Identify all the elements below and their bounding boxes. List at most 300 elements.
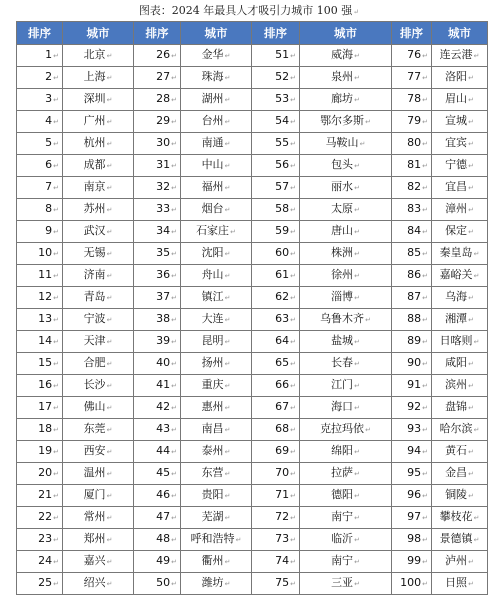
table-row [17, 529, 488, 551]
city-cell [63, 419, 134, 441]
rank-value: 37 [156, 290, 171, 303]
rank-value: 28 [156, 92, 171, 105]
paragraph-mark: ↵ [224, 492, 231, 500]
rank-cell [134, 89, 181, 111]
rank-value: 11 [38, 268, 53, 281]
paragraph-mark: ↵ [422, 316, 428, 324]
rank-cell [134, 67, 181, 89]
city-name: 芜湖 [201, 510, 224, 523]
table-row [17, 419, 488, 441]
city-cell [181, 441, 252, 463]
rank-cell [17, 507, 63, 529]
rank-cell [134, 441, 181, 463]
city-cell [432, 573, 488, 595]
paragraph-mark: ↵ [468, 470, 474, 478]
city-name: 哈尔滨 [439, 422, 473, 435]
rank-cell [252, 133, 300, 155]
rank-value: 79 [407, 114, 422, 127]
city-name: 南京 [83, 180, 106, 193]
paragraph-mark: ↵ [422, 580, 428, 588]
rank-cell [392, 573, 432, 595]
city-cell [181, 331, 252, 353]
city-name: 黄石 [445, 444, 468, 457]
paragraph-mark: ↵ [468, 96, 474, 104]
city-name: 宜昌 [445, 180, 468, 193]
city-name: 贵阳 [201, 488, 224, 501]
paragraph-mark: ↵ [171, 228, 177, 236]
city-cell [63, 375, 134, 397]
rank-cell [17, 529, 63, 551]
table-row [17, 441, 488, 463]
rank-value: 26 [156, 48, 171, 61]
city-cell [181, 507, 252, 529]
paragraph-mark: ↵ [353, 8, 360, 16]
rank-value: 35 [156, 246, 171, 259]
paragraph-mark: ↵ [468, 228, 474, 236]
city-name: 克拉玛依 [320, 422, 365, 435]
city-cell [300, 199, 392, 221]
paragraph-mark: ↵ [171, 580, 177, 588]
city-cell [300, 309, 392, 331]
city-name: 扬州 [201, 356, 224, 369]
city-cell [181, 265, 252, 287]
city-name: 长春 [331, 356, 354, 369]
city-name: 大连 [201, 312, 224, 325]
rank-value: 96 [407, 488, 422, 501]
city-name: 洛阳 [445, 70, 468, 83]
city-name: 西安 [83, 444, 106, 457]
city-cell [181, 111, 252, 133]
rank-cell [392, 155, 432, 177]
paragraph-mark: ↵ [53, 294, 59, 302]
paragraph-mark: ↵ [354, 448, 360, 456]
rank-value: 99 [407, 554, 422, 567]
paragraph-mark: ↵ [53, 118, 59, 126]
rank-cell [134, 331, 181, 353]
rank-cell [392, 375, 432, 397]
city-name: 潍坊 [201, 576, 224, 589]
rank-value: 77 [407, 70, 422, 83]
table-row [17, 309, 488, 331]
table-header-row [17, 22, 488, 45]
city-name: 咸阳 [445, 356, 468, 369]
rank-value: 90 [407, 356, 422, 369]
city-cell [181, 243, 252, 265]
paragraph-mark: ↵ [473, 514, 480, 522]
paragraph-mark: ↵ [224, 514, 231, 522]
city-cell [300, 573, 392, 595]
rank-value: 81 [407, 158, 422, 171]
rank-value: 4 [45, 114, 53, 127]
paragraph-mark: ↵ [290, 140, 296, 148]
city-name: 沈阳 [201, 246, 224, 259]
header-city: 城市 [300, 22, 392, 45]
rank-value: 16 [38, 378, 53, 391]
city-name: 惠州 [201, 400, 224, 413]
city-name: 日喀则 [439, 334, 473, 347]
table-row [17, 155, 488, 177]
rank-value: 75 [275, 576, 290, 589]
paragraph-mark: ↵ [422, 118, 428, 126]
paragraph-mark: ↵ [224, 558, 231, 566]
city-cell [432, 199, 488, 221]
rank-cell [17, 309, 63, 331]
rank-cell [392, 485, 432, 507]
rank-value: 53 [275, 92, 290, 105]
paragraph-mark: ↵ [106, 470, 113, 478]
rank-value: 100 [400, 576, 422, 589]
rank-value: 47 [156, 510, 171, 523]
paragraph-mark: ↵ [106, 492, 113, 500]
rank-value: 78 [407, 92, 422, 105]
city-name: 漳州 [445, 202, 468, 215]
paragraph-mark: ↵ [354, 96, 360, 104]
city-name: 湖州 [201, 92, 224, 105]
paragraph-mark: ↵ [290, 426, 296, 434]
city-name: 杭州 [83, 136, 106, 149]
city-cell [181, 551, 252, 573]
city-cell [432, 67, 488, 89]
paragraph-mark: ↵ [468, 206, 474, 214]
paragraph-mark: ↵ [53, 184, 59, 192]
paragraph-mark: ↵ [354, 404, 360, 412]
paragraph-mark: ↵ [468, 404, 474, 412]
paragraph-mark: ↵ [106, 162, 113, 170]
rank-cell [392, 265, 432, 287]
rank-value: 72 [275, 510, 290, 523]
paragraph-mark: ↵ [171, 426, 177, 434]
rank-value: 23 [38, 532, 53, 545]
rank-value: 89 [407, 334, 422, 347]
rank-cell [392, 45, 432, 67]
rank-value: 48 [156, 532, 171, 545]
rank-value: 80 [407, 136, 422, 149]
rank-value: 83 [407, 202, 422, 215]
rank-value: 65 [275, 356, 290, 369]
city-cell [300, 507, 392, 529]
rank-value: 91 [407, 378, 422, 391]
paragraph-mark: ↵ [422, 514, 428, 522]
city-cell [432, 89, 488, 111]
rank-cell [17, 221, 63, 243]
city-name: 长沙 [83, 378, 106, 391]
rank-value: 30 [156, 136, 171, 149]
rank-cell [17, 551, 63, 573]
paragraph-mark: ↵ [468, 580, 474, 588]
city-name: 乌海 [445, 290, 468, 303]
city-name: 威海 [331, 48, 354, 61]
rank-cell [17, 353, 63, 375]
paragraph-mark: ↵ [106, 96, 113, 104]
rank-value: 50 [156, 576, 171, 589]
header-rank: 排序 [252, 22, 300, 45]
rank-cell [134, 199, 181, 221]
table-row [17, 463, 488, 485]
rank-cell [252, 111, 300, 133]
table-row [17, 89, 488, 111]
city-name: 金昌 [445, 466, 468, 479]
paragraph-mark: ↵ [468, 492, 474, 500]
city-cell [181, 221, 252, 243]
paragraph-mark: ↵ [354, 360, 360, 368]
paragraph-mark: ↵ [468, 294, 474, 302]
city-name: 乌鲁木齐 [320, 312, 365, 325]
paragraph-mark: ↵ [224, 382, 231, 390]
rank-value: 6 [45, 158, 53, 171]
city-name: 株洲 [331, 246, 354, 259]
paragraph-mark: ↵ [354, 206, 360, 214]
city-cell [181, 155, 252, 177]
paragraph-mark: ↵ [53, 272, 59, 280]
paragraph-mark: ↵ [106, 316, 113, 324]
paragraph-mark: ↵ [422, 360, 428, 368]
rank-value: 39 [156, 334, 171, 347]
rank-cell [134, 155, 181, 177]
city-cell [63, 551, 134, 573]
paragraph-mark: ↵ [171, 140, 177, 148]
paragraph-mark: ↵ [422, 140, 428, 148]
rank-value: 63 [275, 312, 290, 325]
city-name: 南宁 [331, 554, 354, 567]
city-cell [181, 133, 252, 155]
rank-cell [134, 529, 181, 551]
city-cell [63, 529, 134, 551]
rank-cell [392, 221, 432, 243]
city-cell [181, 309, 252, 331]
paragraph-mark: ↵ [224, 206, 231, 214]
paragraph-mark: ↵ [290, 118, 296, 126]
paragraph-mark: ↵ [106, 52, 113, 60]
paragraph-mark: ↵ [359, 140, 366, 148]
paragraph-mark: ↵ [53, 404, 59, 412]
city-name: 日照 [445, 576, 468, 589]
city-cell [432, 111, 488, 133]
city-cell [432, 287, 488, 309]
rank-value: 84 [407, 224, 422, 237]
rank-value: 51 [275, 48, 290, 61]
city-name: 太原 [331, 202, 354, 215]
rank-cell [392, 529, 432, 551]
rank-value: 44 [156, 444, 171, 457]
rank-value: 1 [45, 48, 53, 61]
city-cell [63, 353, 134, 375]
rank-cell [392, 397, 432, 419]
rank-value: 49 [156, 554, 171, 567]
rank-cell [252, 331, 300, 353]
rank-cell [252, 67, 300, 89]
paragraph-mark: ↵ [53, 426, 59, 434]
city-cell [63, 397, 134, 419]
city-name: 石家庄 [196, 224, 230, 237]
city-name: 临沂 [331, 532, 354, 545]
paragraph-mark: ↵ [224, 272, 231, 280]
paragraph-mark: ↵ [171, 272, 177, 280]
city-cell [432, 419, 488, 441]
rank-value: 92 [407, 400, 422, 413]
city-cell [432, 529, 488, 551]
paragraph-mark: ↵ [171, 470, 177, 478]
rank-value: 88 [407, 312, 422, 325]
paragraph-mark: ↵ [290, 360, 296, 368]
rank-value: 69 [275, 444, 290, 457]
rank-value: 42 [156, 400, 171, 413]
city-name: 武汉 [83, 224, 106, 237]
city-cell [432, 133, 488, 155]
rank-cell [134, 397, 181, 419]
city-name: 拉萨 [331, 466, 354, 479]
rank-cell [392, 67, 432, 89]
paragraph-mark: ↵ [171, 118, 177, 126]
paragraph-mark: ↵ [422, 338, 428, 346]
city-cell [63, 573, 134, 595]
paragraph-mark: ↵ [422, 558, 428, 566]
city-name: 景德镇 [439, 532, 473, 545]
paragraph-mark: ↵ [468, 558, 474, 566]
paragraph-mark: ↵ [354, 74, 360, 82]
rank-cell [17, 199, 63, 221]
paragraph-mark: ↵ [171, 250, 177, 258]
city-name: 天津 [83, 334, 106, 347]
paragraph-mark: ↵ [290, 558, 296, 566]
paragraph-mark: ↵ [468, 74, 474, 82]
paragraph-mark: ↵ [365, 118, 371, 126]
table-caption [0, 0, 498, 20]
paragraph-mark: ↵ [473, 536, 480, 544]
paragraph-mark: ↵ [106, 140, 113, 148]
paragraph-mark: ↵ [171, 96, 177, 104]
city-name: 绵阳 [331, 444, 354, 457]
paragraph-mark: ↵ [53, 316, 59, 324]
table-row [17, 507, 488, 529]
table-row [17, 67, 488, 89]
table-row [17, 397, 488, 419]
paragraph-mark: ↵ [290, 250, 296, 258]
rank-cell [392, 111, 432, 133]
city-name: 淄博 [331, 290, 354, 303]
rank-value: 7 [45, 180, 53, 193]
city-cell [300, 463, 392, 485]
city-cell [63, 133, 134, 155]
city-name: 丽水 [331, 180, 354, 193]
paragraph-mark: ↵ [224, 338, 231, 346]
city-cell [63, 177, 134, 199]
table-row [17, 485, 488, 507]
paragraph-mark: ↵ [106, 250, 113, 258]
city-name: 泸州 [445, 554, 468, 567]
rank-value: 64 [275, 334, 290, 347]
rank-cell [252, 89, 300, 111]
city-cell [300, 353, 392, 375]
rank-cell [252, 573, 300, 595]
rank-cell [252, 177, 300, 199]
city-cell [63, 111, 134, 133]
rank-cell [134, 353, 181, 375]
table-row [17, 243, 488, 265]
rank-cell [392, 419, 432, 441]
city-cell [63, 331, 134, 353]
rank-cell [392, 199, 432, 221]
rank-value: 71 [275, 488, 290, 501]
paragraph-mark: ↵ [354, 338, 360, 346]
city-cell [63, 67, 134, 89]
paragraph-mark: ↵ [230, 228, 236, 236]
rank-value: 8 [45, 202, 53, 215]
paragraph-mark: ↵ [171, 162, 177, 170]
rank-cell [134, 507, 181, 529]
rank-value: 34 [156, 224, 171, 237]
paragraph-mark: ↵ [53, 514, 59, 522]
city-cell [300, 375, 392, 397]
rank-cell [252, 353, 300, 375]
paragraph-mark: ↵ [422, 536, 428, 544]
paragraph-mark: ↵ [106, 558, 113, 566]
city-name: 连云港 [439, 48, 473, 61]
rank-value: 19 [38, 444, 53, 457]
city-cell [432, 441, 488, 463]
city-name: 德阳 [331, 488, 354, 501]
city-name: 攀枝花 [439, 510, 473, 523]
paragraph-mark: ↵ [468, 184, 474, 192]
paragraph-mark: ↵ [354, 558, 360, 566]
table-row [17, 331, 488, 353]
rank-value: 97 [407, 510, 422, 523]
city-name: 厦门 [83, 488, 106, 501]
rank-value: 25 [38, 576, 53, 589]
rank-value: 74 [275, 554, 290, 567]
city-name: 宁德 [445, 158, 468, 171]
rank-cell [17, 111, 63, 133]
paragraph-mark: ↵ [290, 96, 296, 104]
paragraph-mark: ↵ [354, 470, 360, 478]
city-cell [432, 353, 488, 375]
city-name: 青岛 [83, 290, 106, 303]
paragraph-mark: ↵ [53, 580, 59, 588]
city-name: 东莞 [83, 422, 106, 435]
rank-value: 27 [156, 70, 171, 83]
paragraph-mark: ↵ [422, 228, 428, 236]
rank-cell [252, 243, 300, 265]
paragraph-mark: ↵ [468, 382, 474, 390]
paragraph-mark: ↵ [171, 206, 177, 214]
table-row [17, 375, 488, 397]
rank-cell [17, 89, 63, 111]
city-name: 衢州 [201, 554, 224, 567]
paragraph-mark: ↵ [171, 338, 177, 346]
rank-value: 12 [38, 290, 53, 303]
city-cell [63, 309, 134, 331]
city-name: 东营 [201, 466, 224, 479]
rank-cell [252, 265, 300, 287]
paragraph-mark: ↵ [53, 228, 59, 236]
paragraph-mark: ↵ [224, 140, 231, 148]
city-cell [63, 155, 134, 177]
paragraph-mark: ↵ [422, 470, 428, 478]
city-cell [63, 89, 134, 111]
city-name: 无锡 [83, 246, 106, 259]
rank-cell [17, 331, 63, 353]
paragraph-mark: ↵ [354, 536, 360, 544]
table-row [17, 353, 488, 375]
city-name: 昆明 [201, 334, 224, 347]
paragraph-mark: ↵ [106, 228, 113, 236]
city-cell [181, 177, 252, 199]
table-row [17, 265, 488, 287]
rank-cell [17, 287, 63, 309]
city-cell [432, 155, 488, 177]
city-cell [432, 485, 488, 507]
rank-value: 73 [275, 532, 290, 545]
paragraph-mark: ↵ [422, 492, 428, 500]
